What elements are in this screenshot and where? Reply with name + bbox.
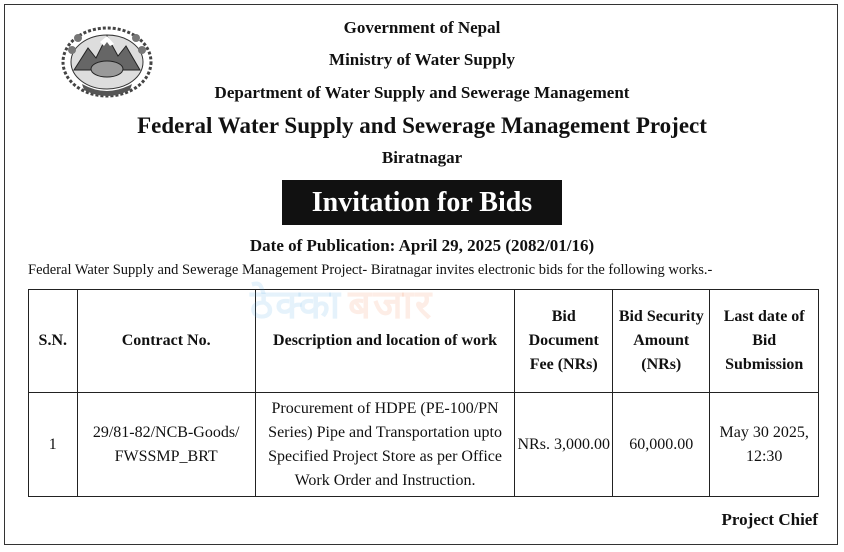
cell-sn: 1: [29, 393, 78, 497]
cell-description: Procurement of HDPE (PE-100/PN Series) Pipe and Transportation upto Specified Project Store as per Office Work Order and Instruction.: [255, 393, 515, 497]
ministry-title: Ministry of Water Supply: [329, 50, 515, 69]
cell-security: 60,000.00: [613, 393, 710, 497]
table-header-row: [29, 290, 819, 393]
bid-table: [28, 289, 819, 497]
watermark-right: बजार: [348, 281, 434, 328]
government-title: Government of Nepal: [343, 18, 501, 37]
watermark-left: ठेक्का: [250, 281, 343, 328]
col-sn: S.N.: [29, 290, 78, 393]
project-title: Federal Water Supply and Sewerage Management Project: [137, 113, 707, 138]
signature-title: Project Chief: [721, 510, 818, 529]
department-title: Department of Water Supply and Sewerage Management: [214, 83, 630, 102]
table-row: [29, 393, 819, 497]
col-fee: Bid Document Fee (NRs): [515, 290, 613, 393]
project-location: Biratnagar: [381, 148, 463, 167]
invitation-banner: Invitation for Bids: [282, 180, 562, 225]
intro-text: Federal Water Supply and Sewerage Management Project- Biratnagar invites electronic bids for the following works.-: [28, 262, 713, 278]
cell-fee: NRs. 3,000.00: [515, 393, 613, 497]
cell-deadline: May 30 2025, 12:30: [710, 393, 819, 497]
col-security: Bid Security Amount (NRs): [613, 290, 710, 393]
col-deadline: Last date of Bid Submission: [710, 290, 819, 393]
col-description: Description and location of work: [255, 290, 515, 393]
publication-date: Date of Publication: April 29, 2025 (2082/01/16): [249, 236, 595, 255]
cell-contract-no: 29/81-82/NCB-Goods/ FWSSMP_BRT: [77, 393, 255, 497]
col-contract-no: Contract No.: [77, 290, 255, 393]
